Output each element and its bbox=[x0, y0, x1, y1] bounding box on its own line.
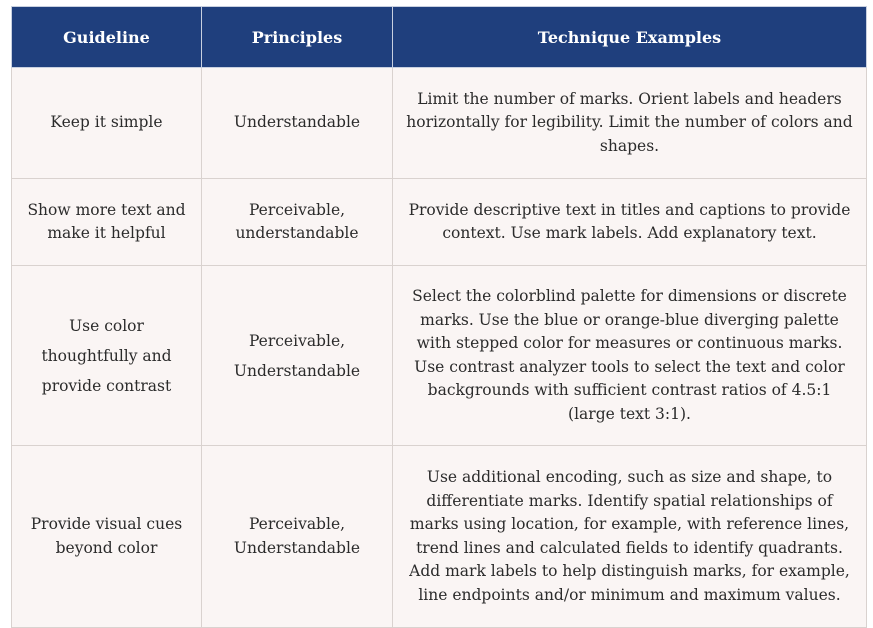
techniques-cell: Select the colorblind palette for dimensions or discrete marks. Use the blue or orange-blue diverging palette with stepped color for measures or continuous marks. Use contrast analyzer tools to select the text and color backgrounds with sufficient contrast ratios of 4.5:1 (large text 3:1). bbox=[393, 266, 867, 446]
table-row bbox=[12, 266, 867, 446]
principles-cell: Perceivable, understandable bbox=[202, 179, 393, 266]
guideline-cell: Keep it simple bbox=[12, 68, 202, 179]
principles-cell: Understandable bbox=[202, 68, 393, 179]
techniques-cell: Limit the number of marks. Orient labels and headers horizontally for legibility. Limit the number of colors and shapes. bbox=[393, 68, 867, 179]
guideline-cell: Provide visual cues beyond color bbox=[12, 446, 202, 628]
header-guideline: Guideline bbox=[12, 7, 202, 68]
techniques-cell: Provide descriptive text in titles and captions to provide context. Use mark labels. Add explanatory text. bbox=[393, 179, 867, 266]
guideline-cell: Show more text and make it helpful bbox=[12, 179, 202, 266]
header-principles: Principles bbox=[202, 7, 393, 68]
table-row bbox=[12, 446, 867, 628]
table-row bbox=[12, 179, 867, 266]
header-technique-examples: Technique Examples bbox=[393, 7, 867, 68]
accessibility-guidelines-table bbox=[11, 6, 867, 628]
techniques-cell: Use additional encoding, such as size and shape, to differentiate marks. Identify spatial relationships of marks using location, for example, with reference lines, trend lines and calculated fields to identify quadrants. Add mark labels to help distinguish marks, for example, line endpoints and/or minimum and maximum values. bbox=[393, 446, 867, 628]
guideline-cell: Use color thoughtfully and provide contrast bbox=[12, 266, 202, 446]
table-header bbox=[12, 7, 867, 68]
header-row bbox=[12, 7, 867, 68]
principles-cell: Perceivable, Understandable bbox=[202, 446, 393, 628]
table-row bbox=[12, 68, 867, 179]
principles-cell: Perceivable, Understandable bbox=[202, 266, 393, 446]
table-body bbox=[12, 68, 867, 628]
